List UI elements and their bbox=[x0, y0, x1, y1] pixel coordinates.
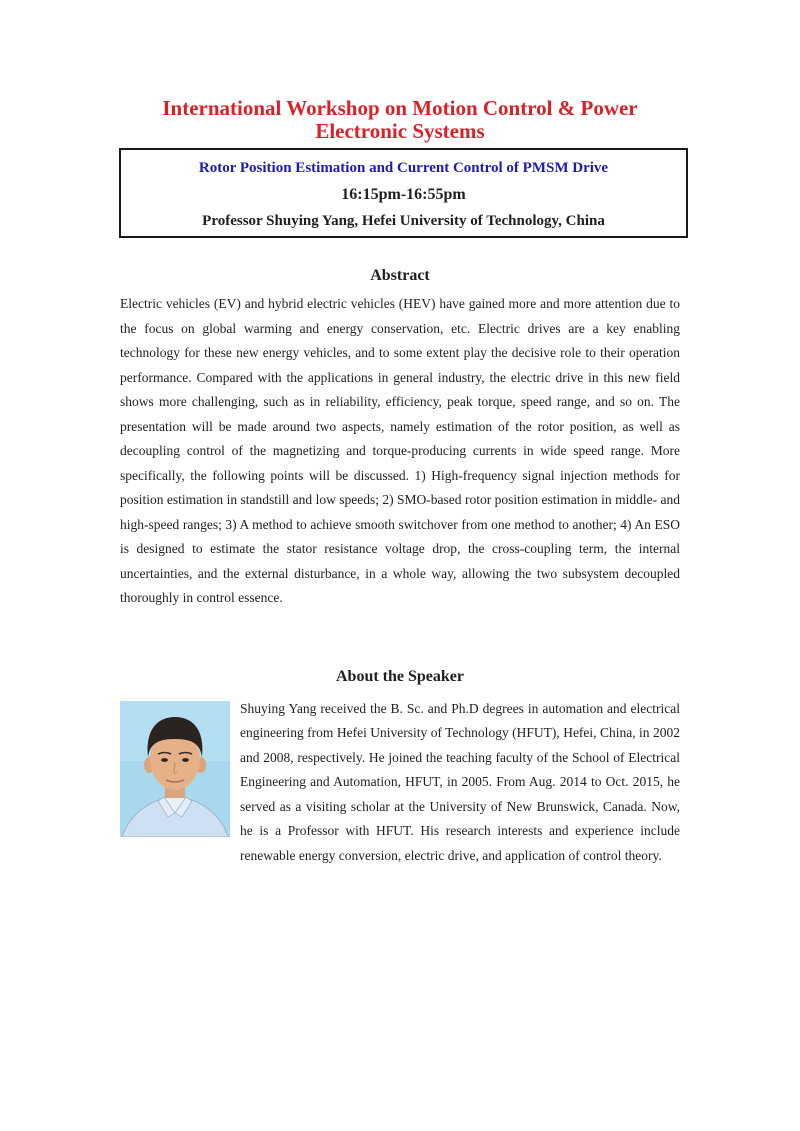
abstract-text: Electric vehicles (EV) and hybrid electric vehicles (HEV) have gained more and more attention due to the focus on global warming and energy conservation, etc. Electric drives are a key enabling technology for these new energy vehicles, and to some extent play the decisive role to their operation performance. Compared with the applications in general industry, the electric drive in this new field shows more challenging, such as in reliability, efficiency, peak torque, speed range, and so on. The presentation will be made around two aspects, namely estimation of the rotor position, as well as decoupling control of the magnetizing and torque-producing currents in wide speed range. More specifically, the following points will be discussed. 1) High-frequency signal injection methods for position estimation in standstill and low speeds; 2) SMO-based rotor position estimation in middle- and high-speed ranges; 3) A method to achieve smooth switchover from one method to another; 4) An ESO is designed to estimate the stator resistance voltage drop, the cross-coupling term, the internal uncertainties, and the external disturbance, in a whole way, allowing the two subsystem decoupled thoroughly in control essence. bbox=[120, 296, 680, 605]
session-info-box bbox=[119, 148, 688, 238]
speaker-bio-text: Shuying Yang received the B. Sc. and Ph.D degrees in automation and electrical engineering from Hefei University of Technology (HFUT), Hefei, China, in 2002 and 2008, respectively. He joined the teaching faculty of the School of Electrical Engineering and Automation, HFUT, in 2005. From Aug. 2014 to Oct. 2015, he served as a visiting scholar at the University of New Brunswick, Canada. Now, he is a Professor with HFUT. His research interests and experience include renewable energy conversion, electric drive, and application of control theory. bbox=[240, 700, 680, 863]
talk-speaker-line: Professor Shuying Yang, Hefei University of Technology, China bbox=[202, 213, 605, 229]
speaker-bio-block bbox=[120, 697, 680, 869]
page-title-line2: Electronic Systems bbox=[315, 119, 485, 143]
speaker-portrait-photo bbox=[120, 701, 230, 837]
page-title-line1: International Workshop on Motion Control & Power bbox=[162, 96, 638, 120]
about-speaker-heading: About the Speaker bbox=[335, 667, 464, 685]
talk-title: Rotor Position Estimation and Current Control of PMSM Drive bbox=[198, 160, 609, 176]
talk-time: 16:15pm-16:55pm bbox=[341, 186, 466, 203]
abstract-heading: Abstract bbox=[370, 267, 430, 284]
page-title bbox=[120, 97, 680, 143]
speaker-portrait-illustration bbox=[120, 701, 230, 837]
